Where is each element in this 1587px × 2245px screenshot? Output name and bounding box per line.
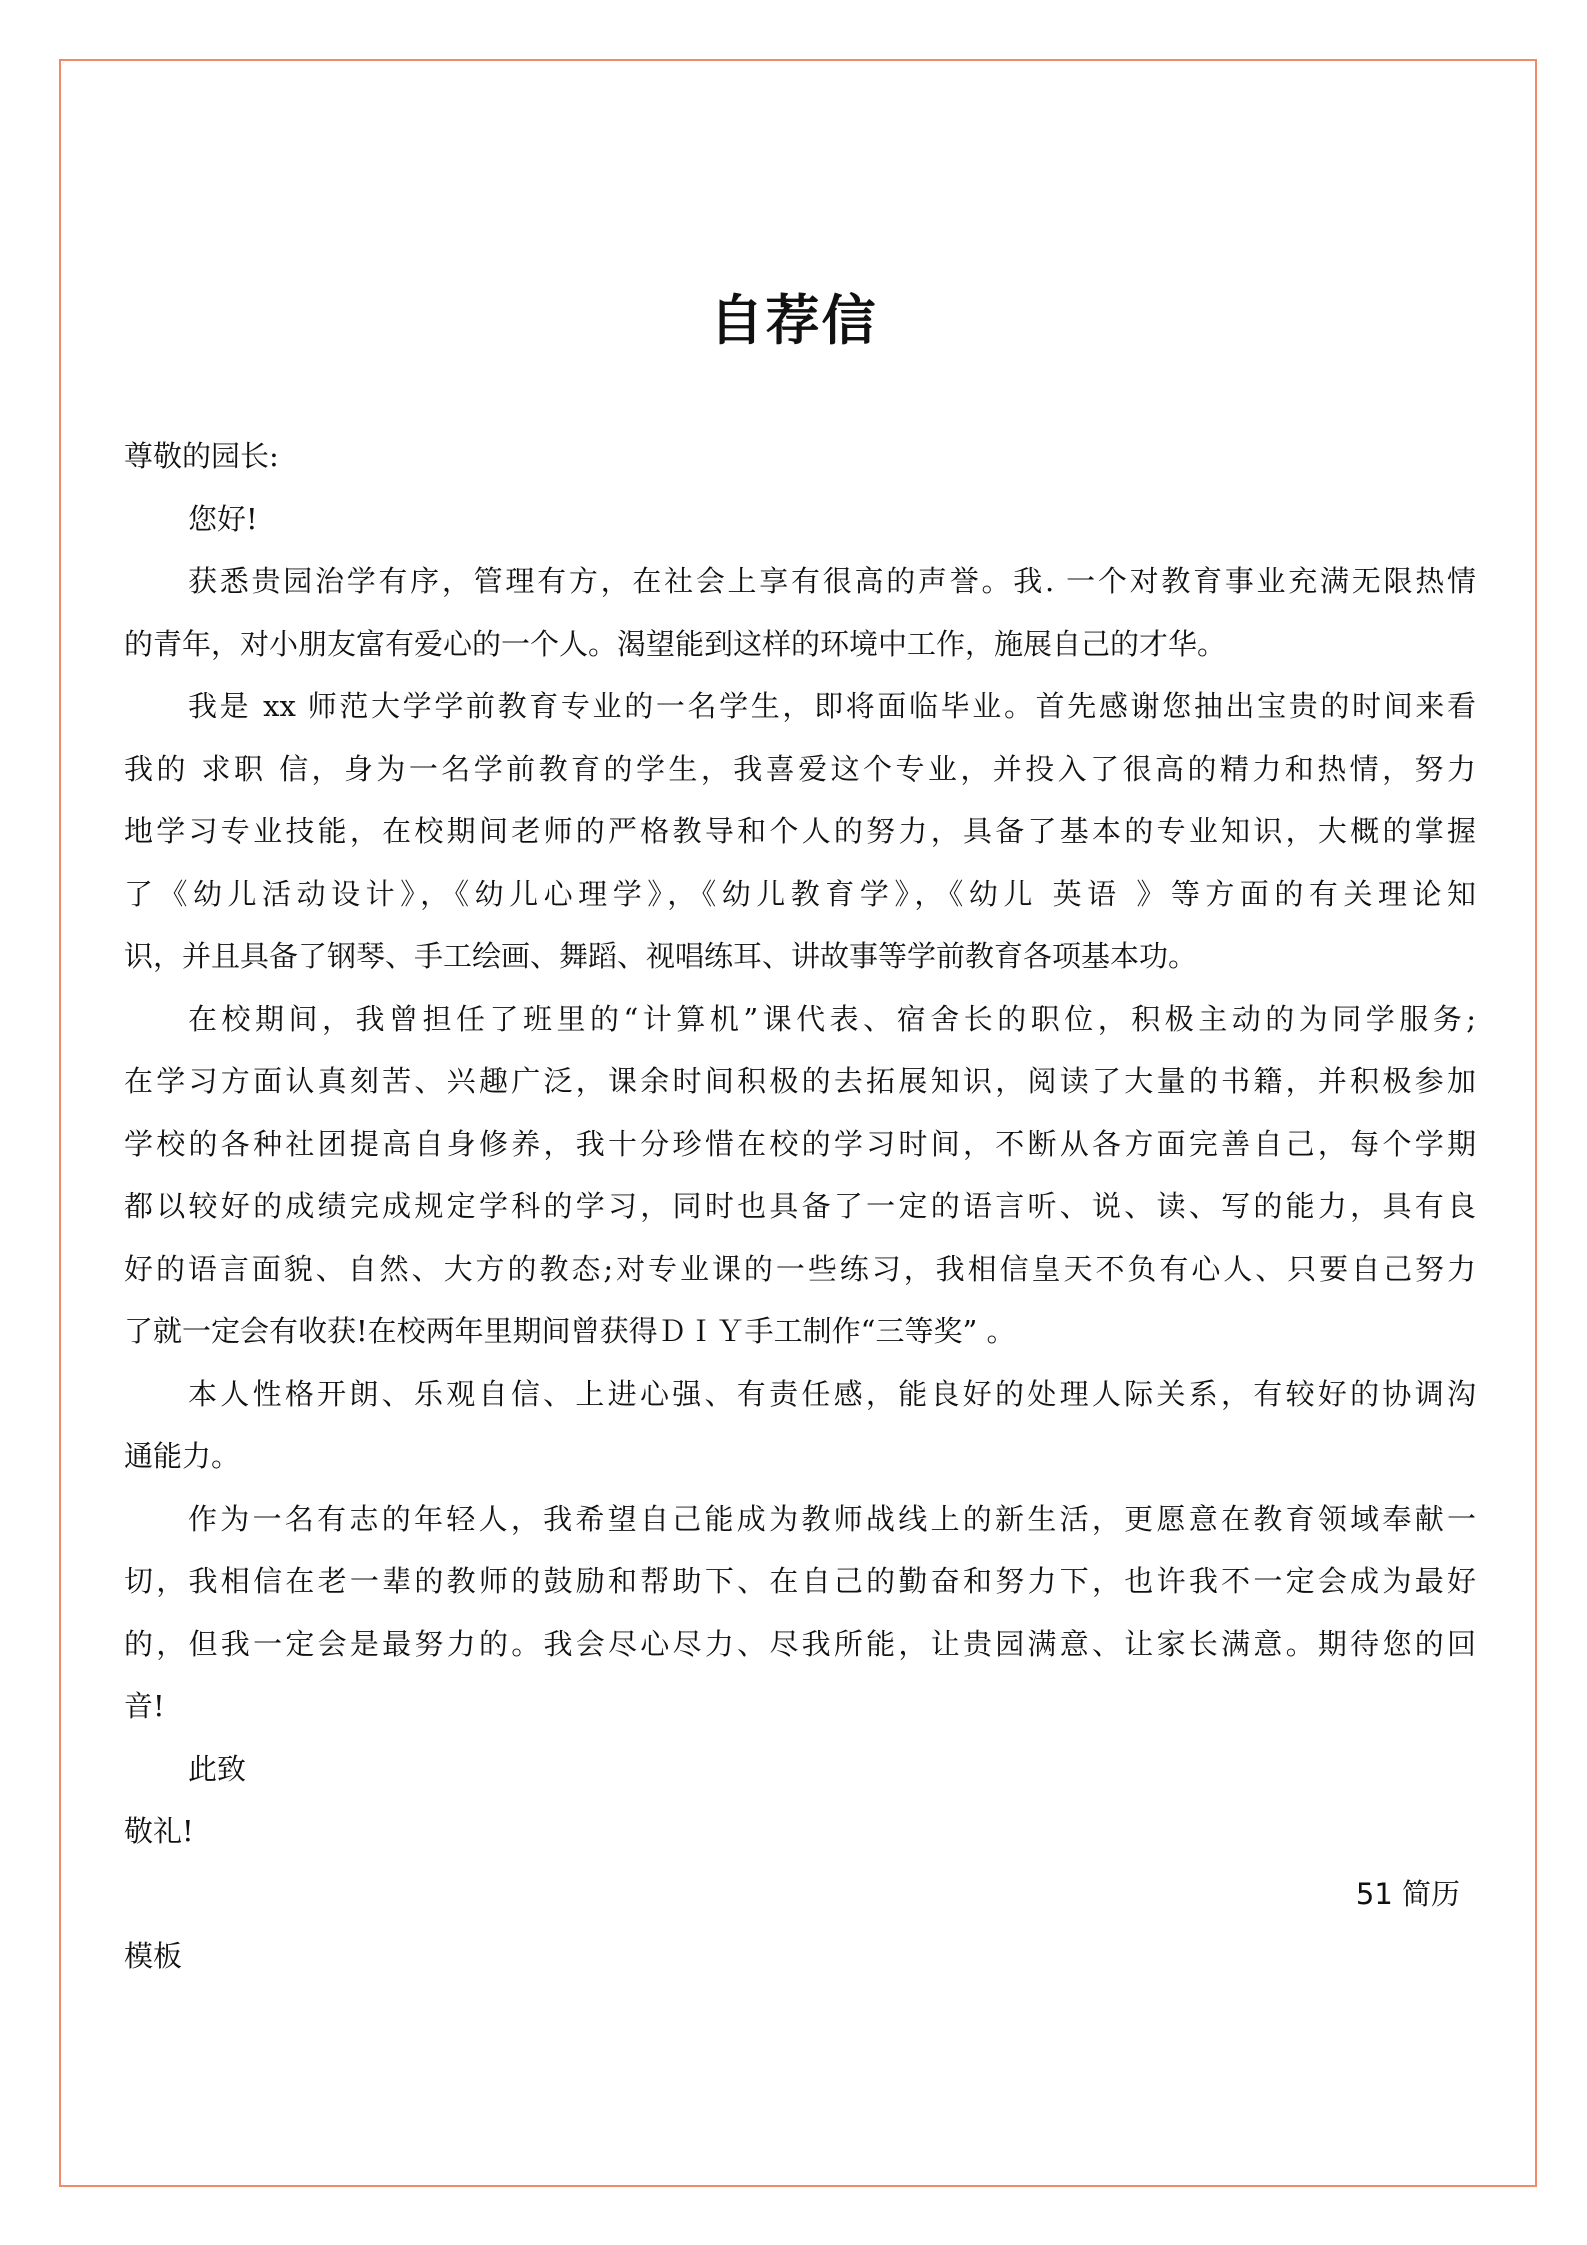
paragraph-line: 音! bbox=[124, 1689, 165, 1723]
salutation: 尊敬的园长: bbox=[124, 439, 279, 473]
paragraph-line: 识，并且具备了钢琴、手工绘画、舞蹈、视唱练耳、讲故事等学前教育各项基本功。 bbox=[124, 939, 1198, 973]
closing-regards: 此致 bbox=[188, 1751, 247, 1786]
paragraph-line: 在学习方面认真刻苦、兴趣广泛，课余时间积极的去拓展知识，阅读了大量的书籍，并积极参加 bbox=[124, 1064, 1476, 1098]
paragraph-line: 作为一名有志的年轻人，我希望自己能成为教师战线上的新生活，更愿意在教育领域奉献一 bbox=[188, 1501, 1476, 1536]
paragraph-line: 在校期间，我曾担任了班里的“计算机”课代表、宿舍长的职位，积极主动的为同学服务; bbox=[188, 1001, 1476, 1036]
signature-line-2: 模板 bbox=[124, 1939, 183, 1973]
signature-line-1: 51 简历 bbox=[1355, 1876, 1460, 1911]
paragraph-line: 通能力。 bbox=[124, 1439, 241, 1473]
paragraph-line: 学校的各种社团提高自身修养，我十分珍惜在校的学习时间，不断从各方面完善自己，每个学期 bbox=[124, 1126, 1476, 1161]
paragraph-line: 都以较好的成绩完成规定学科的学习，同时也具备了一定的语言听、说、读、写的能力，具有良 bbox=[124, 1189, 1476, 1223]
paragraph-line: 了《幼儿活动设计》，《幼儿心理学》，《幼儿教育学》，《幼儿 英语 》等方面的有关理论知 bbox=[124, 876, 1476, 911]
paragraph-line: 好的语言面貌、自然、大方的教态;对专业课的一些练习，我相信皇天不负有心人、只要自己努力 bbox=[124, 1251, 1476, 1286]
paragraph-line: 了就一定会有收获!在校两年里期间曾获得ＤＩＹ手工制作“三等奖” 。 bbox=[124, 1314, 1016, 1348]
closing-salute: 敬礼! bbox=[124, 1814, 194, 1848]
letter-title: 自荐信 bbox=[709, 288, 878, 352]
paragraph-line: 我是 xx 师范大学学前教育专业的一名学生，即将面临毕业。首先感谢您抽出宝贵的时间来看 bbox=[188, 689, 1476, 723]
paragraph-line: 我的 求职 信，身为一名学前教育的学生，我喜爱这个专业，并投入了很高的精力和热情，努力 bbox=[124, 751, 1476, 786]
paragraph-line: 切，我相信在老一辈的教师的鼓励和帮助下、在自己的勤奋和努力下，也许我不一定会成为最好 bbox=[124, 1564, 1476, 1598]
paragraph-line: 的青年，对小朋友富有爱心的一个人。渴望能到这样的环境中工作，施展自己的才华。 bbox=[124, 626, 1227, 661]
paragraph-line: 获悉贵园治学有序，管理有方，在社会上享有很高的声誉。我. 一个对教育事业充满无限热情 bbox=[188, 564, 1476, 598]
paragraph-line: 地学习专业技能，在校期间老师的严格教导和个人的努力，具备了基本的专业知识，大概的掌握 bbox=[124, 814, 1476, 848]
paragraph-line: 的，但我一定会是最努力的。我会尽心尽力、尽我所能，让贵园满意、让家长满意。期待您的回 bbox=[124, 1626, 1476, 1661]
paragraph-line: 本人性格开朗、乐观自信、上进心强、有责任感，能良好的处理人际关系，有较好的协调沟 bbox=[188, 1376, 1476, 1411]
letter-body bbox=[124, 425, 1476, 1988]
greeting: 您好! bbox=[188, 501, 258, 536]
